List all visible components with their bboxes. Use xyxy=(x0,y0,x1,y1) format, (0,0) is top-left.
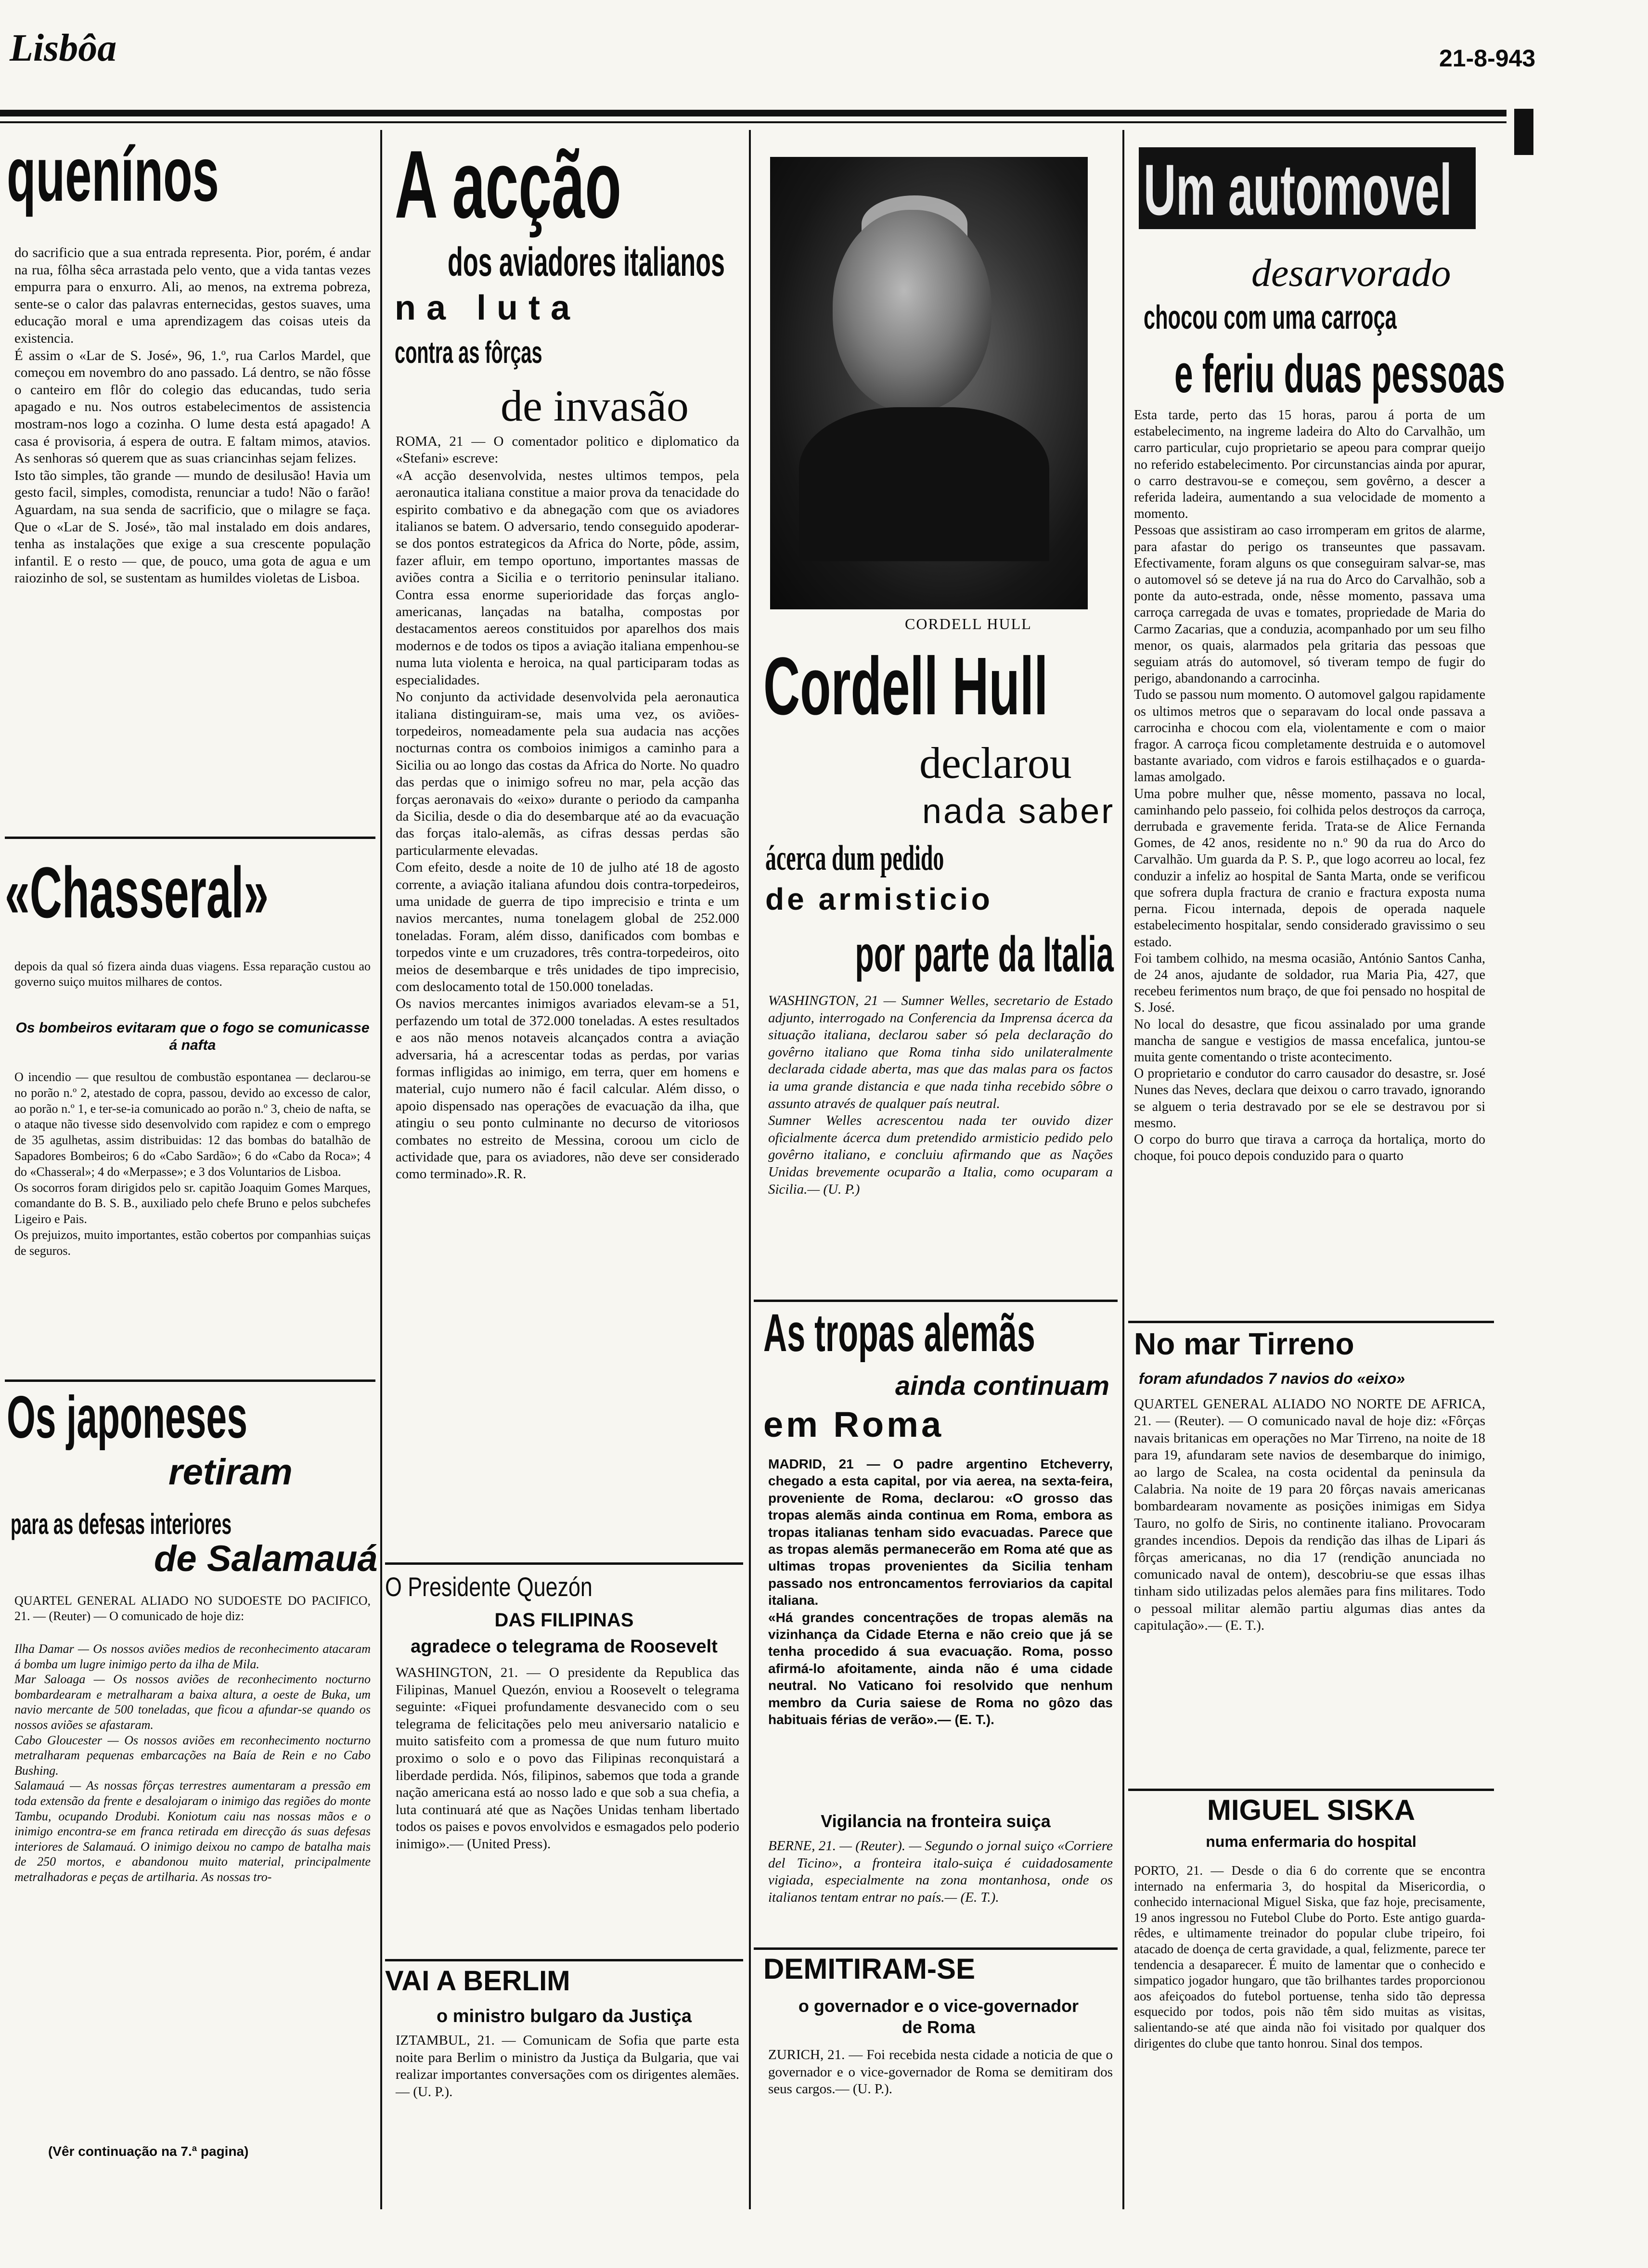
headline-declarou: declarou xyxy=(919,738,1072,787)
headline-chasseral: «Chasseral» xyxy=(5,852,269,933)
col4-siska-body: PORTO, 21. — Desde o dia 6 do corrente que se encontra internado na enfermaria 3, do hospital da Misericordia, o conhecido internacional Miguel Siska, que faz hoje, precisamente, 19 anos ingressou no Futebol Clube do Porto. Este antigo guarda-rêdes, e ultimamente treinador do popular clube tripeiro, foi atacado de doença de certa gravidade, a qual, felizmente, parece ter tendencia a desaparecer. É muito de lamentar que o conhecido e simpatico jogador hungaro, que tão brilhantes tardes proporcionou aos afeiçoados do futebol portuense, tenha sido tão depressa esquecido por todos, pois não têm sido muitas as visitas, salientando-se até que ainda não foi visitado por qualquer dos dirigentes do clube que tanto honrou. Sinal dos tempos. xyxy=(1134,1863,1485,2050)
col3-vigilancia-body: BERNE, 21. — (Reuter). — Segundo o jornal suiço «Corriere del Ticino», a fronteira italo-suiça é cuidadosamente vigiada, especialmente na zona montanhosa, onde os italianos tentam entrar no país.— (E. T.). xyxy=(768,1838,1113,1905)
col1-chasseral-intro: depois da qual só fizera ainda duas viagens. Essa reparação custou ao governo suiço muitos milhares de contos. xyxy=(14,959,371,989)
headline-mar-tirreno: No mar Tirreno xyxy=(1134,1327,1354,1361)
headline-parte-italia: por parte da Italia xyxy=(855,927,1114,982)
headline-chocou: chocou com uma carroça xyxy=(1144,298,1397,336)
headline-demitiram: DEMITIRAM-SE xyxy=(763,1953,975,1985)
headline-governador: o governador e o vice-governador de Roma xyxy=(798,1996,1079,2037)
cordell-hull-photo xyxy=(770,157,1088,609)
headline-japoneses: Os japoneses xyxy=(7,1384,247,1451)
col2-berlim-body: IZTAMBUL, 21. — Comunicam de Sofia que parte esta noite para Berlim o ministro da Justiça da Bulgaria, que vai realizar importantes conversações com os dirigentes alemães.— (U. P.). xyxy=(396,2033,739,2100)
headline-armisticio: de armisticio xyxy=(765,882,993,916)
col3-divider-1 xyxy=(754,1300,1118,1302)
col1-chasseral-sub: Os bombeiros evitaram que o fogo se comunicasse á nafta xyxy=(15,1020,370,1053)
col1-japoneses-body: Ilha Damar — Os nossos aviões medios de reconhecimento atacaram á bomba um lugre inimigo perto da ilha de Mila. Mar Saloaga — Os nossos aviões de reconhecimento nocturno bombardearam e metralharam a baixa altura, a oeste de Buka, um navio mercante de 500 toneladas, que ficou a afundar-se quando os nossos aviões se afastaram. Cabo Gloucester — Os nossos aviões em reconhecimento nocturno metralharam pequenas embarcações na Baía de Rein e no Cabo Bushing. Salamauá — As nossas fôrças terrestres aumentaram a pressão em toda extensão da frente e desalojaram o inimigo das regiões do monte Tambu, ocupando Drodubi. Koniotum caiu nas nossas mãos e o inimigo encontra-se em franca retirada em direcção ás suas defesas interiores de Salamauá. O inimigo deixou no campo de batalha mais de 250 mortos, e abandonou muito material, principalmente metralhadoras e peças de artilharia. As nossas tro- xyxy=(14,1642,371,1884)
headline-afundados: foram afundados 7 navios do «eixo» xyxy=(1139,1370,1405,1387)
col3-tropas-body: MADRID, 21 — O padre argentino Etcheverry, chegado a esta capital, por via aerea, na sexta-feira, proveniente de Roma, declarou: «O grosso das tropas alemãs ainda continua em Roma, embora as tropas italianas tenham sido evacuadas. Parece que as tropas alemãs permanecerão em Roma até que as ultimas tropas provenientes da Sicilia tenham passado nos entroncamentos ferroviarios da capital italiana. «Há grandes concentrações de tropas alemãs na vizinhança da Cidade Eterna e não creio que já se tenha procedido á sua evacuação. Roma, posso afirmá-lo afoitamente, ainda não é uma cidade neutral. No Vaticano foi resolvido que nenhum membro da Curia saiese de Roma no gôzo das habituais férias de verão».— (E. T.). xyxy=(768,1456,1113,1727)
headline-contra-forcas: contra as fôrças xyxy=(395,335,542,370)
headline-em-roma: em Roma xyxy=(763,1405,944,1444)
headline-quezon: O Presidente Quezón xyxy=(385,1572,592,1602)
headline-na-luta: na luta xyxy=(395,289,581,327)
headline-feriu: e feriu duas pessoas xyxy=(1174,344,1505,404)
col2-quezon-body: WASHINGTON, 21. — O presidente da Republica das Filipinas, Manuel Quezón, enviou a Roosevelt o telegrama seguinte: «Fiquei profundamente desvanecido com o seu telegrama de felicitações pelo meu aniversario natalicio e muito satisfeito com a promessa de que num futuro muito proximo o solo e o povo das Filipinas reconquistará a liberdade perdida. Nós, filipinos, sabemos que toda a grande nação americana está ao nosso lado e que sob a sua chefia, a luta continuará até que as Nações Unidas tenham libertado todos os paises e povos envolvidos e esmagados pelo poderio inimigo».— (United Press). xyxy=(396,1665,739,1852)
col4-divider-2 xyxy=(1128,1789,1494,1791)
photo-face xyxy=(833,210,991,412)
headline-ministro-bulgaro: o ministro bulgaro da Justiça xyxy=(437,2006,692,2026)
col2-divider-2 xyxy=(385,1959,743,1961)
col1-divider-1 xyxy=(5,837,375,839)
headline-acerca-pedido: ácerca dum pedido xyxy=(765,838,944,878)
col1-chasseral-body: O incendio — que resultou de combustão espontanea — declarou-se no porão n.º 2, atestado de copra, passou, devido ao excesso de calor, ao porão n.º 1, e ter-se-ia comunicado ao porão n.º 3, cheio de nafta, se o ataque não tivesse sido desenvolvido com rapidez e com o emprego de 35 agulhetas, assim distribuidas: 12 das bombas do batalhão de Sapadores Bombeiros; 6 do «Cabo Sardão»; 6 do «Cabo da Roca»; 4 do «Chasseral»; 4 do «Merpasse»; e 3 dos Voluntarios de Lisboa. Os socorros foram dirigidos pelo sr. capitão Joaquim Gomes Marques, comandante do B. S. B., auxiliado pelo chefe Bruno e pelos subchefes Ligeiro e Pais. Os prejuizos, muito importantes, estão cobertos por companhias suiças de seguros. xyxy=(14,1070,371,1258)
top-rule xyxy=(0,110,1506,116)
col1-story1 xyxy=(7,131,371,217)
headline-desarvorado: desarvorado xyxy=(1251,251,1451,295)
headline-nada-saber: nada saber xyxy=(922,792,1115,831)
headline-miguel-siska: MIGUEL SISKA xyxy=(1207,1794,1416,1826)
headline-a-accao: A acção xyxy=(395,131,621,238)
headline-defesas: para as defesas interiores xyxy=(11,1508,232,1540)
col1-story1-body: do sacrificio que a sua entrada representa. Pior, porém, é andar na rua, fôlha sêca arrastada pelo vento, que a vida tantas vezes empurra para o enxurro. Ali, ao menos, na extrema pobreza, sente-se o calor das palavras enternecidas, gestos suaves, uma educação moral e uma aprendizagem das coisas uteis da existencia. É assim o «Lar de S. José», 96, 1.º, rua Carlos Mardel, que começou em novembro do ano passado. Lá dentro, se não fôsse o canteiro em flôr do colegio das educandas, tudo seria apagado e nu. Nos outros estabelecimentos de assistencia mostram-nos logo a cozinha. O lume desta está apagado! A casa é provisoria, á espera de outra. E faltam mimos, atavios. As senhoras só querem que as suas criancinhas sejam felizes. Isto tão simples, tão grande — mundo de desilusão! Havia um gesto facil, simples, comodista, renunciar a tudo! Não o farão! Aguardam, na sua senda de sacrificio, que o milagre se faça. Que o «Lar de S. José», tão mal instalado em dois andares, tenha as instalações que exige a sua crescente população infantil. E o resto — que, de pouco, uma gota de agua e um raiozinho de sol, se sustentam as humildes violetas de Lisboa. xyxy=(14,245,371,586)
issue-date: 21-8-943 xyxy=(1439,45,1536,72)
col1-japoneses-intro: QUARTEL GENERAL ALIADO NO SUDOESTE DO PACIFICO, 21. — (Reuter) — O comunicado de hoje diz: xyxy=(14,1594,371,1623)
col2-divider-1 xyxy=(385,1562,743,1565)
headline-automovel: Um automovel xyxy=(1144,149,1452,230)
headline-cordell-hull: Cordell Hull xyxy=(763,641,1048,732)
headline-de-invasao: de invasão xyxy=(501,381,689,430)
headline-quenínos: quenínos xyxy=(7,131,219,217)
col3-vigilancia-sub: Vigilancia na fronteira suiça xyxy=(821,1811,1051,1831)
col2-accao-body: ROMA, 21 — O comentador politico e diplomatico da «Stefani» escreve: «A acção desenvolvida, nestes ultimos tempos, pela aeronautica italiana constitue a maior prova da tenacidade do espirito combativo e da abnegação com que os aviadores italianos se batem. O adversario, tendo conseguido apoderar-se dos pontos estrategicos da Africa do Norte, pôde, assim, fazer afluir, em tempo oportuno, importantes massas de aviões contra a Sicilia e o territorio peninsular italiano. Contra essa enorme superioridade das forças anglo-americanas, lançadas na batalha, compostas por destacamentos aereos constituidos por aparelhos dos mais modernos e de todos os tipos a aviação italiana empenhou-se numa luta violenta e heroica, na qual participaram todas as especialidades. No conjunto da actividade desenvolvida pela aeronautica italiana distinguiram-se, mais uma vez, os aviões-torpedeiros, nomeadamente pela sua audacia nas acções nocturnas contra os comboios inimigos a caminho para a Sicilia ou ao longo das costas da Africa do Norte. No quadro das perdas que o inimigo sofreu no mar, pela acção das forças aeronavais do «eixo» durante o periodo da campanha da Sicilia, desde o dia do desembarque até ao da evacuação das forças italo-alemãs, as cifras dessas perdas são particularmente elevadas. Com efeito, desde a noite de 10 de julho até 18 de agosto corrente, a aviação italiana afundou dois contra-torpedeiros, uma unidade de guerra de tipo imprecisio e trinta e um navios mercantes, numa tonelagem global de 252.000 toneladas. Foram, além disso, danificados com bombas e torpedos vinte e um cruzadores, três contra-torpedeiros, oito meios de desembarque e três unidades de tipo imprecisio, com deslocamento total de 150.000 toneladas. Os navios mercantes inimigos avariados elevam-se a 51, perfazendo um total de 372.000 toneladas. A estes resultados e aos não menos notaveis alcançados contra a aviação adversaria, há a acrescentar todas as perdas, por varias formas infligidas ao inimigo, em terra, quer em homens e material, cujo numero não é facil calcular. Além disso, o apoio dispensado nas operações de evacuação da ilha, que atingiu o seu ponto culminante no decurso de vitoriosos combates no estreito de Messina, coroou um ciclo de actividade que, para os aviadores, não deve ser considerado como terminado».R. R. xyxy=(396,434,739,1182)
headline-filipinas: DAS FILIPINAS xyxy=(494,1610,634,1631)
headline-retiram: retiram xyxy=(168,1452,293,1493)
headline-enfermaria: numa enfermaria do hospital xyxy=(1206,1833,1416,1850)
column-rule-1 xyxy=(380,130,382,2209)
col3-divider-2 xyxy=(754,1947,1118,1950)
headline-aviadores: dos aviadores italianos xyxy=(448,239,725,284)
right-edge-bar xyxy=(1514,109,1533,155)
col4-automovel-body: Esta tarde, perto das 15 horas, parou á porta de um estabelecimento, na ingreme ladeira do Alto do Carvalhão, um carro particular, cujo proprietario se apeou para comprar queijo no referido estabelecimento. Por circunstancias ainda por apurar, o carro destravou-se e começou, sem govêrno, a descer a referida ladeira, aumentando a sua velocidade de momento a momento. Pessoas que assistiram ao caso irromperam em gritos de alarme, para afastar do perigo os transeuntes que passavam. Efectivamente, foram alguns os que conseguiram salvar-se, mas o automovel só se deteve já na rua do Arco do Carvalhão, sob a ponte da auto-estrada, onde, nêsse momento, passava uma carroça carregada de uvas e tomates, propriedade de Maria do Carmo Zacarias, que a conduzia, acompanhado por um seu filho menor, os quais, alarmados pela gritaria das pessoas que seguiam atrás do automovel, só tiveram tempo de fugir do perigo, abandonando a carrocinha. Tudo se passou num momento. O automovel galgou rapidamente os ultimos metros que o separavam do local onde passava a carrocinha e chocou com ela, violentamente e com o maior fragor. A carroça ficou completamente destruida e o automovel bastante avariado, com vidros e farois estilhaçados e o guarda-lamas amolgado. Uma pobre mulher que, nêsse momento, passava no local, caminhando pelo passeio, foi colhida pelos destroços da carroça, derrubada e gravemente ferida. Trata-se de Alice Fernanda Gomes, de 42 anos, residente no n.º 90 da rua do Arco do Carvalhão. Um guarda da P. S. P., que logo acorreu ao local, fez conduzir a infeliz ao hospital de Santa Marta, onde se verificou que sofrera dupla fractura de cranio e fractura exposta numa perna. Ficou internada, depois de operada naquele estabelecimento hospitalar, sendo considerado gravissimo o seu estado. Foi tambem colhido, na mesma ocasião, António Santos Canha, de 24 anos, ajudante de soldador, rua Maria Pia, 427, que recebeu ferimentos num braço, de que foi pensado no hospital de S. José. No local do desastre, que ficou assinalado por uma grande mancha de sangue e vestigios de massa encefalica, juntou-se muita gente comentando o triste acontecimento. O proprietario e condutor do carro causador do desastre, sr. José Nunes das Neves, declara que deixou o carro travado, ignorando se alguem o teria destravado por se ele se destravou por si mesmo. O corpo do burro que tirava a carroça da hortaliça, morto do choque, foi pouco depois conduzido para o quarto xyxy=(1134,408,1485,1164)
col3-hull-body: WASHINGTON, 21 — Sumner Welles, secretario de Estado adjunto, interrogado na Conferencia da Imprensa ácerca da situação italiana, declarou saber só pela declaração do govêrno italiano que Roma tinha sido unilateralmente declarada cidade aberta, mas que das malas para os factos ia uma grande distancia e que nada tinha recebido sôbre o assunto através de qualquer país neutral. Sumner Welles acrescentou nada ter ouvido dizer oficialmente ácerca dum pretendido armisticio pedido pelo govêrno italiano, e concluiu afirmando que as Nações Unidas brevemente ocuparão a Italia, como ocuparam a Sicilia.— (U. P.) xyxy=(768,993,1113,1197)
headline-tropas-alemas: As tropas alemãs xyxy=(763,1303,1035,1363)
photo-collar xyxy=(799,407,1049,561)
col4-tirreno-body: QUARTEL GENERAL ALIADO NO NORTE DE AFRICA, 21. — (Reuter). — O comunicado naval de hoje diz: «Fôrças navais britanicas em operações no Mar Tirreno, na noite de 18 para 19, afundaram sete navios de desembarque do inimigo, ao largo de Scalea, na costa ocidental da peninsula da Calabria. Na noite de 19 para 20 fôrças navais americanas bombardearam novamente as posições inimigas em Sidya Tauro, no golfo de Siris, no continente italiano. Provocaram grandes incendios. Depois da rendição das ilhas de Lipari ás fôrças americanas, no dia 17 (rendição anunciada no comunicado naval de ontem), descobriu-se que essas ilhas tinham sido utilizadas pelos alemães para fins militares. Todo o pessoal militar alemão partiu algumas dias antes da capitulação».— (E. T.). xyxy=(1134,1396,1485,1634)
newspaper-name: Lisbôa xyxy=(10,27,117,69)
headline-agradece: agradece o telegrama de Roosevelt xyxy=(411,1637,718,1657)
col1-divider-2 xyxy=(5,1379,375,1382)
col3-demitiram-body: ZURICH, 21. — Foi recebida nesta cidade a noticia de que o governador e o vice-governador de Roma se demitiram dos seus cargos.— (U. P.). xyxy=(768,2047,1113,2097)
headline-vai-a-berlim: VAI A BERLIM xyxy=(385,1965,570,1997)
photo-caption: CORDELL HULL xyxy=(905,615,1032,632)
headline-ainda-continuam: ainda continuam xyxy=(895,1370,1109,1401)
top-rule-thin xyxy=(0,121,1506,123)
headline-salamaua: de Salamauá xyxy=(154,1538,378,1579)
col1-continuation: (Vêr continuação na 7.ª pagina) xyxy=(48,2144,249,2159)
col4-divider-1 xyxy=(1128,1321,1494,1323)
column-rule-2 xyxy=(749,130,751,2209)
column-rule-3 xyxy=(1122,130,1124,2209)
